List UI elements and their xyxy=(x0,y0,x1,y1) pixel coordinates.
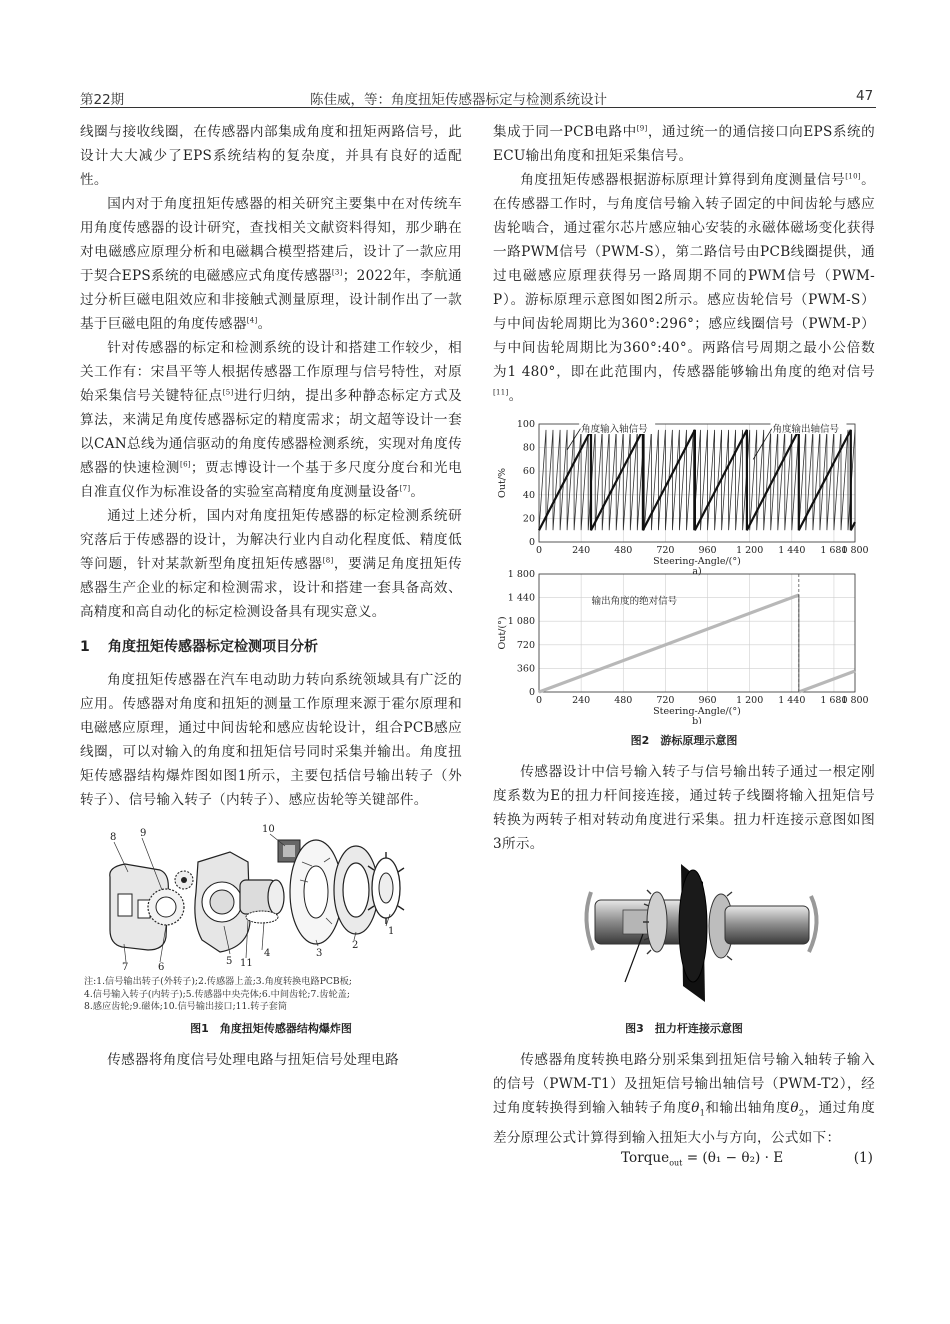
diagram-label: 1 xyxy=(388,926,395,937)
x-tick-label: 1 200 xyxy=(736,545,764,556)
x-tick-label: 240 xyxy=(572,545,591,556)
diagram-label: 3 xyxy=(316,948,323,959)
paragraph: 线圈与接收线圈，在传感器内部集成角度和扭矩两路信号，此设计大大减少了EPS系统结构的复杂度，并具有良好的适配性。 xyxy=(80,124,462,188)
y-tick-label: 1 440 xyxy=(507,592,535,604)
diagram-label: 6 xyxy=(158,962,165,972)
diagram-label: 5 xyxy=(226,956,233,967)
diagram-label: 9 xyxy=(140,828,147,839)
figure-2-caption: 图2 游标原理示意图 xyxy=(630,734,738,747)
text-run: 通过上述分析，国内对角度扭矩传感器的标定检测系统研究落后于传感器的设计，为解决行业内自动化程度低、精度低等问题，针对某款新型角度扭矩传感器 xyxy=(80,508,462,572)
citation: [6] xyxy=(180,460,191,469)
x-tick-label: 960 xyxy=(698,695,717,706)
equation-rhs: = (θ₁ − θ₂) · E xyxy=(682,1149,784,1166)
x-tick-label: 1 440 xyxy=(778,545,806,556)
y-tick-label: 1 080 xyxy=(507,616,535,628)
header-page-number: 47 xyxy=(856,88,874,104)
input-shaft xyxy=(595,900,685,944)
text-run: 。 xyxy=(508,388,523,404)
paragraph xyxy=(80,504,462,624)
equation-1 xyxy=(493,1150,875,1174)
x-tick-label: 480 xyxy=(614,695,633,706)
diagram-label: 7 xyxy=(122,962,129,972)
citation: [4] xyxy=(246,316,258,325)
text-run: ；2022年，李航通过分析巨磁电阻效应和非接触式测量原理，设计制作出了一款基于巨磁电阻的角度传感器 xyxy=(80,268,462,332)
figure-note-line: 注:1.信号输出转子(外转子);2.传感器上盖;3.角度转换电路PCB板; xyxy=(84,976,352,987)
header-title: 陈佳威，等：角度扭矩传感器标定与检测系统设计 xyxy=(310,92,607,108)
citation: [11] xyxy=(493,388,509,397)
x-tick-label: 720 xyxy=(656,545,675,556)
text-run: ，要满足角度扭矩传感器生产企业的标定和检测需求，设计和搭建一套具备高效、高精度和高自动化的标定检测设备具有现实意义。 xyxy=(80,556,462,620)
text-run: 。 xyxy=(257,316,272,332)
series-line-absolute-angle xyxy=(539,595,799,692)
math-symbol: θ xyxy=(691,1100,700,1116)
x-tick-label: 1 440 xyxy=(778,695,806,706)
paragraph: 传感器设计中信号输入转子与信号输出转子通过一根定刚度系数为E的扭力杆间接连接，通过转子线圈将输入扭矩信号转换为两转子相对转动角度进行采集。扭力杆连接示意图如图3所示。 xyxy=(493,764,875,852)
text-run: ；贾志博设计一个基于多尺度分度台和光电自准直仪作为标准设备的实验室高精度角度测量设备 xyxy=(80,460,462,500)
x-tick-label: 1 680 xyxy=(820,695,848,706)
x-tick-label: 0 xyxy=(535,545,543,556)
paragraph xyxy=(493,168,875,408)
y-tick-label: 0 xyxy=(528,537,535,548)
y-tick-label: 0 xyxy=(528,687,535,698)
section-heading xyxy=(80,636,462,658)
x-tick-label: 1 200 xyxy=(736,695,764,706)
x-tick-label: 720 xyxy=(656,695,675,706)
panel-label: a) xyxy=(692,566,702,577)
y-tick-label: 100 xyxy=(516,419,535,430)
x-tick-label: 1 800 xyxy=(841,545,869,556)
text-run: 集成于同一PCB电路中 xyxy=(493,124,637,140)
section-number: 1 xyxy=(80,639,90,655)
x-axis-label: Steering-Angle/(°) xyxy=(653,706,741,717)
figure-note xyxy=(80,976,462,1014)
x-tick-label: 1 800 xyxy=(841,695,869,706)
header-issue: 第22期 xyxy=(80,92,125,108)
y-axis-label: Out/% xyxy=(497,468,508,498)
output-shaft xyxy=(725,906,809,944)
equation-number: (1) xyxy=(853,1149,873,1166)
figure-3-caption: 图3 扭力杆连接示意图 xyxy=(625,1022,743,1035)
series-line-absolute-angle xyxy=(799,671,855,692)
paragraph xyxy=(493,120,875,168)
figure-1 xyxy=(80,822,462,1036)
text-run: 。 xyxy=(410,484,425,500)
y-tick-label: 80 xyxy=(522,442,535,454)
paragraph: 传感器将角度信号处理电路与扭矩信号处理电路 xyxy=(107,1051,399,1068)
text-run: 角度扭矩传感器根据游标原理计算得到角度测量信号 xyxy=(520,172,846,188)
diagram-label: 8 xyxy=(110,832,117,843)
rotor-sleeve-part xyxy=(240,880,284,923)
diagram-label: 2 xyxy=(352,940,359,951)
text-run: 国内对于角度扭矩传感器的相关研究主要集中在对传统车用角度传感器的设计研究，查找相关文献资料得知，那少聃在对电磁感应原理分析和电磁耦合模型搭建后，设计了一款应用于契合EPS系统的电磁感应式角度传感器 xyxy=(80,196,462,284)
text-run: 针对传感器的标定和检测系统的设计和搭建工作较少，相关工作有：宋昌平等人根据传感器工作原理与信号特性，对原始采集信号关键特征点 xyxy=(80,340,462,404)
text-run: 和输出轴角度 xyxy=(705,1100,791,1116)
y-tick-label: 1 800 xyxy=(507,569,535,580)
text-run: ，通过统一的通信接口向EPS系统的ECU输出角度和扭矩采集信号。 xyxy=(493,124,876,164)
math-subscript: 1 xyxy=(699,1108,706,1118)
left-column xyxy=(80,120,462,1072)
figure-3 xyxy=(493,862,875,1036)
figure-1-caption: 图1 角度扭矩传感器结构爆炸图 xyxy=(190,1021,352,1035)
paragraph xyxy=(80,192,462,336)
y-tick-label: 60 xyxy=(522,466,535,478)
right-column xyxy=(493,120,875,1174)
figure-2 xyxy=(493,414,875,748)
text-run: 传感器角度转换电路分别采集到扭矩信号输入轴转子输入的信号（PWM-T1）及扭矩信号输出轴信号（PWM-T2），经过角度转换得到输入轴转子角度 xyxy=(493,1052,875,1116)
diagram-label: 10 xyxy=(262,824,275,835)
citation: [5] xyxy=(222,388,234,397)
equation-body xyxy=(621,1150,783,1168)
figure-note-line: 8.感应齿轮;9.磁体;10.信号输出接口;11.转子套筒 xyxy=(84,1001,288,1012)
torsion-disc xyxy=(679,864,707,1002)
equation-subscript: out xyxy=(669,1158,683,1168)
math-subscript: 2 xyxy=(798,1108,805,1118)
torsion-bar-diagram xyxy=(493,862,875,1012)
citation: [7] xyxy=(399,484,411,493)
equation-lhs: Torque xyxy=(621,1149,670,1166)
x-tick-label: 480 xyxy=(614,545,633,556)
y-tick-label: 40 xyxy=(522,489,535,501)
x-axis-label: Steering-Angle/(°) xyxy=(653,556,741,567)
y-axis-label: Out/(°) xyxy=(497,616,508,650)
x-tick-label: 0 xyxy=(535,695,543,706)
paragraph xyxy=(493,1048,875,1150)
legend-label: 角度输入轴信号 xyxy=(581,424,648,435)
section-title: 角度扭矩传感器标定检测项目分析 xyxy=(108,639,318,655)
citation: [8] xyxy=(322,556,334,565)
diagram-label: 11 xyxy=(240,958,253,969)
x-tick-label: 240 xyxy=(572,695,591,706)
legend-label: 角度输出轴信号 xyxy=(772,424,840,435)
panel-label: b) xyxy=(692,716,702,724)
x-tick-label: 960 xyxy=(698,545,717,556)
header-rule xyxy=(80,107,876,108)
figure-note-line: 4.信号输入转子(内转子);5.传感器中央壳体;6.中间齿轮;7.齿轮盖; xyxy=(84,988,350,1000)
y-tick-label: 720 xyxy=(516,639,535,651)
text-run: ，通过角度差分原理公式计算得到输入扭矩大小与方向，公式如下： xyxy=(493,1100,875,1146)
text-run: 。在传感器工作时，与角度信号输入转子固定的中间齿轮与感应齿轮啮合，通过霍尔芯片感应轴心安装的永磁体磁场变化获得一路PWM信号（PWM-S），第二路信号由PCB线圈提供，通过电磁感应原理获得另一路周期不同的PWM信号（PWM-P）。游标原理示意图如图2所示。感应齿轮信号（PWM-S）与中间齿轮周期比为360°:296°；感应线圈信号（PWM-P）与中间齿轮周期比为360°:40°。两路信号周期之最小公倍数为1 480°，即在此范围内，传感器能够输出角度的绝对信号 xyxy=(493,172,875,380)
vernier-chart xyxy=(493,414,875,724)
exploded-view-diagram xyxy=(80,822,462,972)
citation: [10] xyxy=(845,172,861,181)
paragraph xyxy=(80,336,462,504)
diagram-label: 4 xyxy=(264,948,271,959)
text-run: 进行归纳，提出多种静态标定方式及算法，来满足角度传感器标定的精度需求；胡文超等设计一套以CAN总线为通信驱动的角度传感器检测系统，实现对角度传感器的快速检测 xyxy=(80,388,462,476)
citation: [9] xyxy=(636,124,648,133)
math-symbol: θ xyxy=(790,1100,799,1116)
series-label: 输出角度的绝对信号 xyxy=(591,596,678,608)
x-tick-label: 1 680 xyxy=(820,545,848,556)
paragraph: 角度扭矩传感器在汽车电动助力转向系统领域具有广泛的应用。传感器对角度和扭矩的测量工作原理来源于霍尔原理和电磁感应原理，通过中间齿轮和感应齿轮设计，组合PCB感应线圈，可以对输入的角度和扭矩信号同时采集并输出。角度扭矩传感器结构爆炸图如图1所示，主要包括信号输出转子（外转子）、信号输入转子（内转子）、感应齿轮等关键部件。 xyxy=(80,672,462,808)
citation: [3] xyxy=(331,268,343,277)
y-tick-label: 20 xyxy=(522,513,535,525)
y-tick-label: 360 xyxy=(516,663,535,675)
